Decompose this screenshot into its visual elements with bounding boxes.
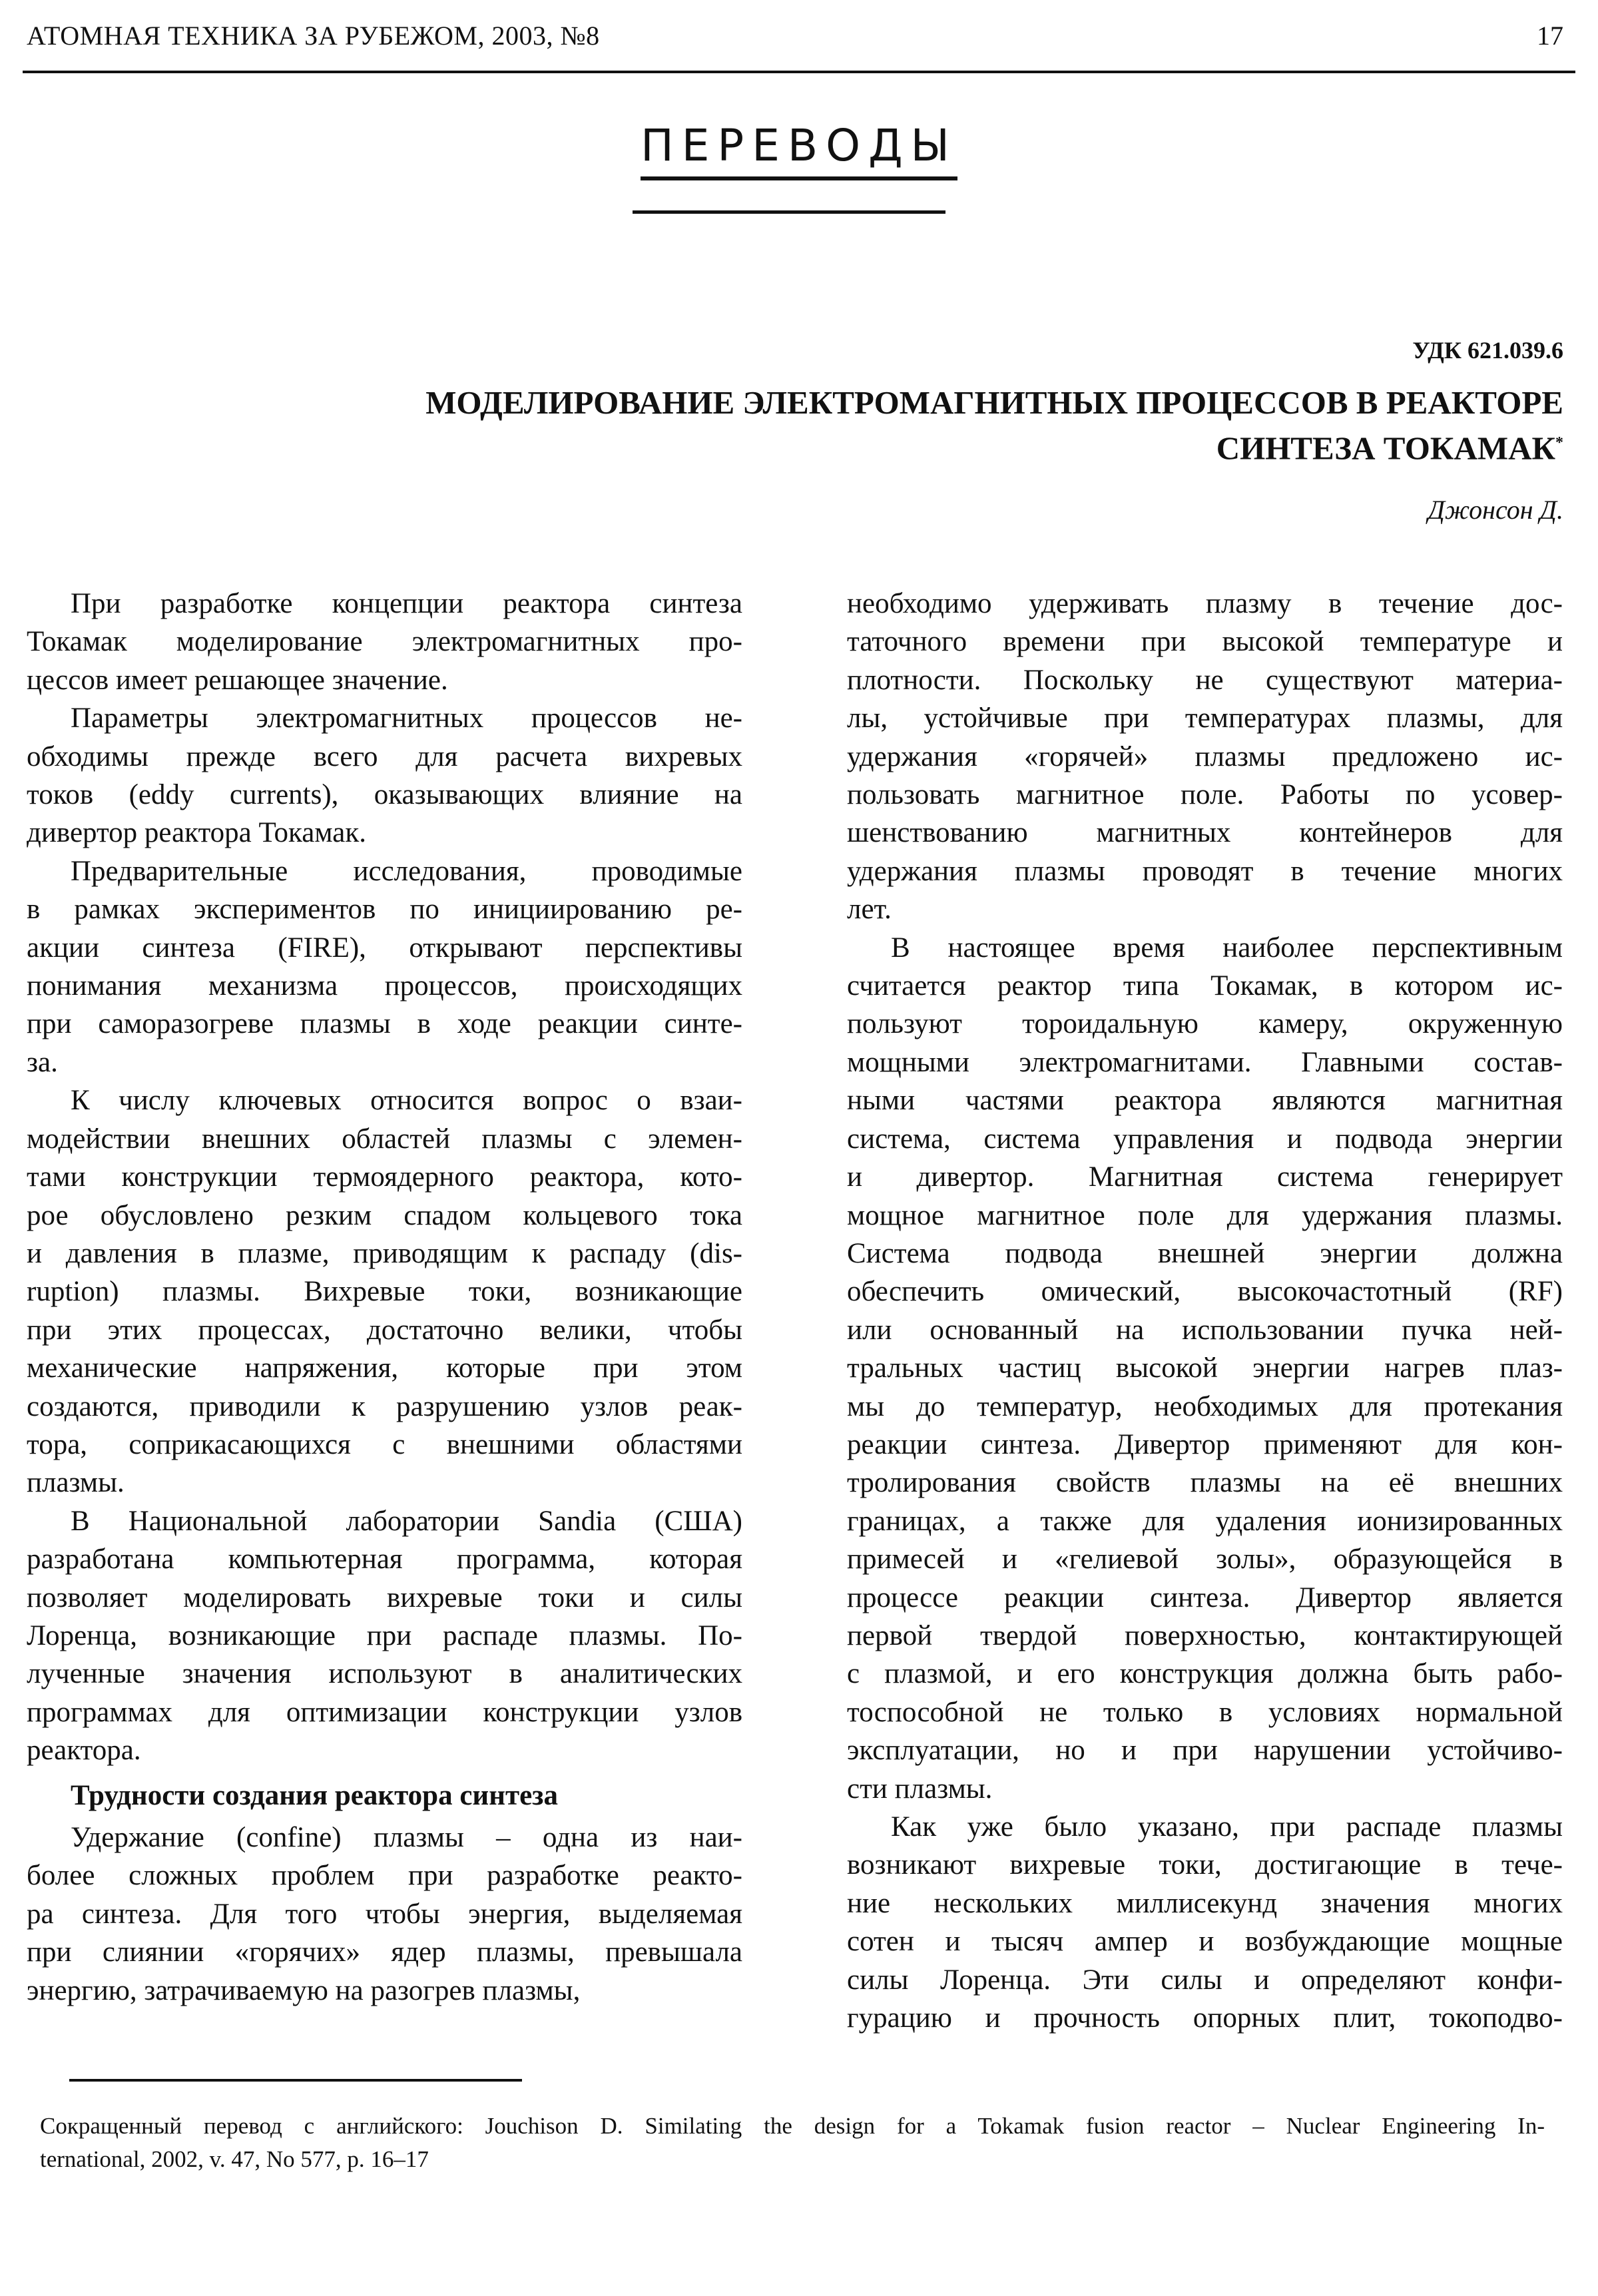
text-line: возникают вихревые токи, достигающие в тече-	[847, 1849, 1563, 1881]
text-line: обходимы прежде всего для расчета вихревых	[27, 740, 742, 772]
text-line: процессе реакции синтеза. Дивертор является	[847, 1581, 1563, 1613]
text-line: мы до температур, необходимых для протекания	[847, 1390, 1563, 1422]
text-line: мощными электромагнитами. Главными состав-	[847, 1046, 1563, 1078]
text-line: шенствованию магнитных контейнеров для	[847, 817, 1563, 849]
text-line: Токамак моделирование электромагнитных про-	[27, 626, 742, 658]
text-line: эксплуатации, но и при нарушении устойчиво-	[847, 1735, 1563, 1767]
title-line-2	[425, 423, 1563, 468]
text-line: плотности. Поскольку не существуют материа-	[847, 664, 1563, 696]
text-line: Параметры электромагнитных процессов не-	[71, 703, 742, 734]
text-line: Как уже было указано, при распаде плазмы	[891, 1811, 1563, 1843]
text-line: мощное магнитное поле для удержания плазмы.	[847, 1199, 1563, 1231]
paragraph	[847, 929, 1563, 1808]
text-line: тора, соприкасающихся с внешними областями	[27, 1428, 742, 1460]
text-line: и давления в плазме, приводящим к распаду (dis-	[27, 1237, 742, 1269]
text-line: ние нескольких миллисекунд значения многих	[847, 1887, 1563, 1919]
running-header: АТОМНАЯ ТЕХНИКА ЗА РУБЕЖОМ, 2003, №8	[27, 21, 600, 51]
text-line: тами конструкции термоядерного реактора, кото-	[27, 1161, 742, 1193]
section-underline	[633, 210, 945, 214]
text-line: В настоящее время наиболее перспективным	[891, 932, 1563, 964]
text-line: обеспечить омический, высокочастотный (RF)	[847, 1276, 1563, 1308]
text-line: в рамках экспериментов по инициированию ре-	[27, 894, 742, 926]
paragraph	[27, 585, 742, 699]
text-line: ра синтеза. Для того чтобы энергия, выделяемая	[27, 1898, 742, 1930]
text-line: гурацию и прочность опорных плит, токоподво-	[847, 2002, 1563, 2034]
text-line: реактора.	[27, 1735, 141, 1767]
subheading: Трудности создания реактора синтеза	[71, 1779, 558, 1811]
text-line: реакции синтеза. Дивертор применяют для кон-	[847, 1428, 1563, 1460]
text-line: акции синтеза (FIRE), открывают перспективы	[27, 932, 742, 964]
text-line: ruption) плазмы. Вихревые токи, возникающие	[27, 1276, 742, 1308]
text-line: таточного времени при высокой температуре и	[847, 626, 1563, 658]
text-line: Предварительные исследования, проводимые	[71, 855, 742, 887]
text-line: силы Лоренца. Эти силы и определяют конфи-	[847, 1964, 1563, 1996]
footnote-rule	[69, 2079, 522, 2082]
text-line: пользовать магнитное поле. Работы по усовер-	[847, 779, 1563, 811]
text-line: и дивертор. Магнитная система генерирует	[847, 1161, 1563, 1193]
section-heading	[0, 120, 1598, 180]
text-line: более сложных проблем при разработке реакто-	[27, 1860, 742, 1892]
article-title	[425, 383, 1563, 468]
footnote	[40, 2110, 1545, 2176]
text-line: сотен и тысяч ампер и возбуждающие мощные	[847, 1926, 1563, 1958]
udk-code: УДК 621.039.6	[1412, 337, 1563, 364]
text-line: Лоренца, возникающие при распаде плазмы. По-	[27, 1619, 742, 1651]
text-line: механические напряжения, которые при этом	[27, 1352, 742, 1384]
text-line: дивертор реактора Токамак.	[27, 817, 367, 849]
page-number: 17	[1537, 21, 1563, 51]
text-line: тролирования свойств плазмы на её внешних	[847, 1467, 1563, 1499]
right-column	[847, 585, 1563, 2037]
text-line: позволяет моделировать вихревые токи и силы	[27, 1581, 742, 1613]
text-line: считается реактор типа Токамак, в котором ис-	[847, 970, 1563, 1002]
text-line: модействии внешних областей плазмы с элемен-	[27, 1123, 742, 1155]
paragraph	[27, 1502, 742, 1770]
text-line: первой твердой поверхностью, контактирующей	[847, 1619, 1563, 1651]
text-line: пользуют тороидальную камеру, окруженную	[847, 1008, 1563, 1040]
header-rule	[23, 71, 1575, 73]
paragraph	[847, 585, 1563, 929]
text-line: тоспособной не только в условиях нормальной	[847, 1696, 1563, 1728]
paragraph	[847, 1808, 1563, 2037]
text-line: токов (eddy currents), оказывающих влияние на	[27, 779, 742, 811]
text-line: Удержание (confine) плазмы – одна из наи-	[71, 1822, 742, 1853]
text-line: ными частями реактора являются магнитная	[847, 1085, 1563, 1117]
text-line: границах, а также для удаления ионизированных	[847, 1505, 1563, 1537]
text-line: понимания механизма процессов, происходящих	[27, 970, 742, 1002]
text-line: лет.	[847, 894, 892, 926]
text-line: рое обусловлено резким спадом кольцевого тока	[27, 1199, 742, 1231]
text-line: за.	[27, 1046, 58, 1078]
text-line: Система подвода внешней энергии должна	[847, 1237, 1563, 1269]
text-line: лученные значения используют в аналитических	[27, 1658, 742, 1690]
footnote-mark: *	[1555, 434, 1563, 451]
text-line: К числу ключевых относится вопрос о взаи-	[71, 1085, 742, 1117]
section-title: ПЕРЕВОДЫ	[641, 120, 957, 180]
text-line: При разработке концепции реактора синтеза	[71, 588, 742, 619]
text-line: или основанный на использовании пучка ней-	[847, 1314, 1563, 1346]
paragraph	[27, 1819, 742, 2010]
text-line: энергию, затрачиваемую на разогрев плазмы,	[27, 1974, 581, 2006]
text-line: тральных частиц высокой энергии нагрев плаз-	[847, 1352, 1563, 1384]
text-line: удержания «горячей» плазмы предложено ис-	[847, 740, 1563, 772]
text-line: удержания плазмы проводят в течение многих	[847, 855, 1563, 887]
text-line: сти плазмы.	[847, 1773, 993, 1805]
text-line: примесей и «гелиевой золы», образующейся в	[847, 1544, 1563, 1576]
title-line: СИНТЕЗА ТОКАМАК	[1216, 430, 1555, 467]
text-line: создаются, приводили к разрушению узлов реак-	[27, 1390, 742, 1422]
author: Джонсон Д.	[1428, 495, 1563, 525]
text-line: плазмы.	[27, 1467, 125, 1499]
text-line: при этих процессах, достаточно велики, чтобы	[27, 1314, 742, 1346]
text-line: разработана компьютерная программа, которая	[27, 1544, 742, 1576]
left-column	[27, 585, 742, 2010]
text-line: лы, устойчивые при температурах плазмы, для	[847, 703, 1563, 734]
footnote-line: ternational, 2002, v. 47, No 577, p. 16–17	[40, 2146, 429, 2172]
text-line: с плазмой, и его конструкция должна быть рабо-	[847, 1658, 1563, 1690]
text-line: цессов имеет решающее значение.	[27, 664, 448, 696]
title-line: МОДЕЛИРОВАНИЕ ЭЛЕКТРОМАГНИТНЫХ ПРОЦЕССОВ В РЕАКТОРЕ	[425, 384, 1563, 421]
text-line: программах для оптимизации конструкции узлов	[27, 1696, 742, 1728]
paragraph	[27, 699, 742, 852]
text-line: система, система управления и подвода энергии	[847, 1123, 1563, 1155]
paragraph	[27, 852, 742, 1081]
text-line: В Национальной лаборатории Sandia (США)	[71, 1505, 742, 1537]
text-line: при саморазогреве плазмы в ходе реакции синте-	[27, 1008, 742, 1040]
footnote-line: Сокращенный перевод с английского: Jouchison D. Similating the design for a Tokamak fusion reactor – Nuclear Engineering In-	[40, 2113, 1545, 2139]
paragraph	[27, 1081, 742, 1502]
text-line: при слиянии «горячих» ядер плазмы, превышала	[27, 1936, 742, 1968]
text-line: необходимо удерживать плазму в течение дос-	[847, 588, 1563, 619]
